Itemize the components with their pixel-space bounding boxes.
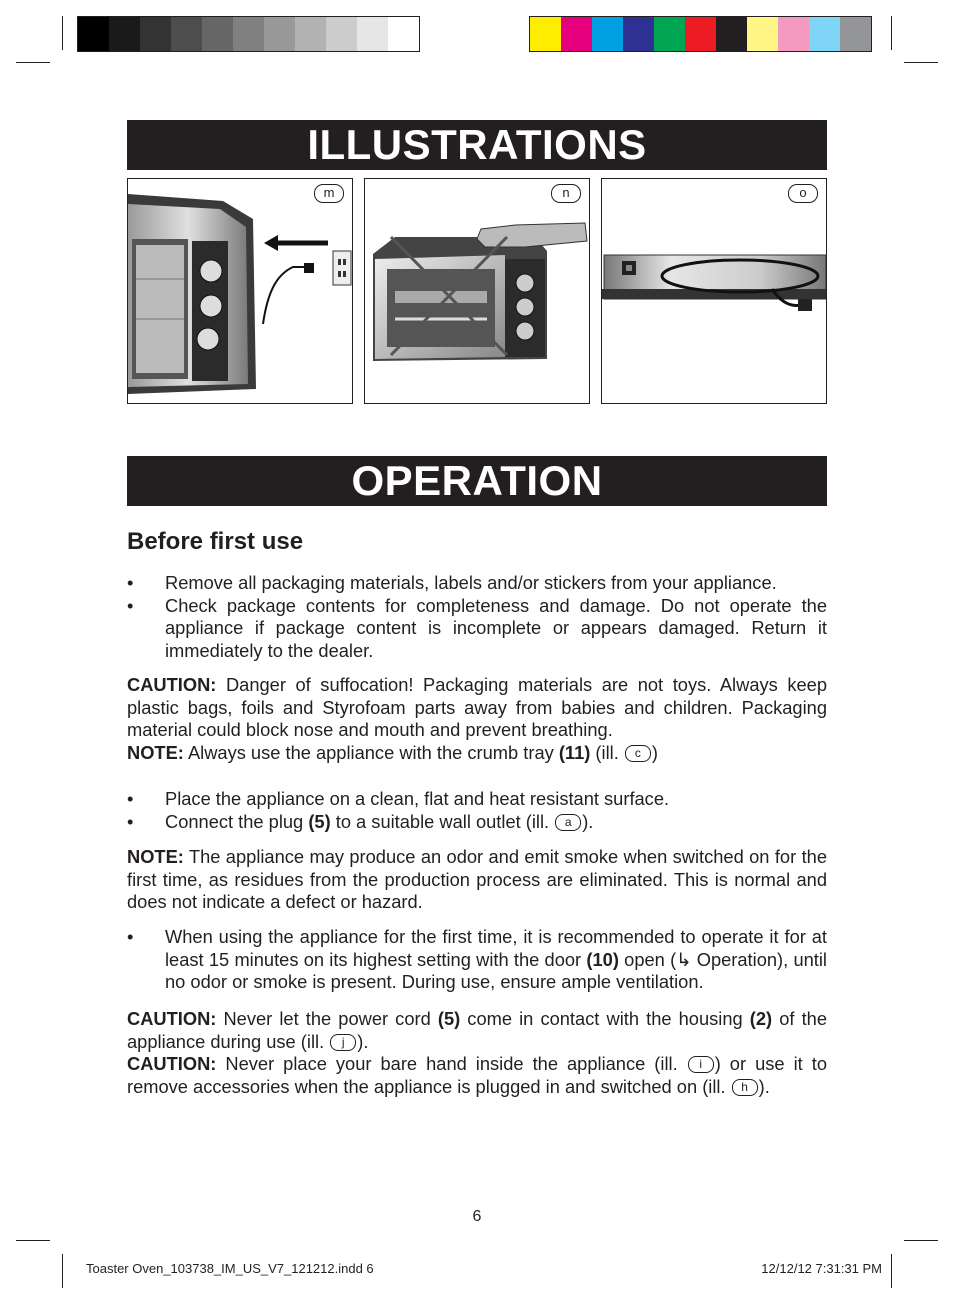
ill-reference-tag: h (732, 1079, 758, 1096)
color-swatch (778, 17, 809, 51)
color-swatch (171, 17, 202, 51)
color-swatch (623, 17, 654, 51)
illustration-tag: o (788, 184, 818, 203)
ill-reference-tag: a (555, 814, 581, 831)
note-paragraph: NOTE: The appliance may produce an odor and emit smoke when switched on for the first time, as residues from the production process are eliminated. This is normal and does not indicate a defect or hazard. (127, 846, 827, 912)
color-swatch (109, 17, 140, 51)
color-swatch (388, 17, 419, 51)
color-swatch (592, 17, 623, 51)
color-swatch (716, 17, 747, 51)
grayscale-bar (77, 16, 420, 52)
illustrations-banner: ILLUSTRATIONS (127, 120, 827, 170)
crop-mark (62, 1254, 63, 1288)
crop-mark (16, 62, 50, 63)
list-item: • Place the appliance on a clean, flat and heat resistant surface. (127, 788, 670, 809)
illustration-tag: n (551, 184, 581, 203)
cross-reference-arrow-icon: ↳ (676, 948, 692, 970)
crop-mark (16, 1240, 50, 1241)
oven-unplug-illustration (128, 179, 352, 403)
list-item: • When using the appliance for the first time, it is recommended to operate it for at least 15 minutes on its highest setting with the door (10) open (↳ Operation), until no odor or smoke is present. During use, ensure ample ventilation. (127, 926, 827, 992)
color-swatch (140, 17, 171, 51)
bullet-list (127, 572, 827, 662)
crop-mark (904, 62, 938, 63)
crop-mark (891, 16, 892, 50)
color-swatch (264, 17, 295, 51)
crop-mark (904, 1240, 938, 1241)
color-swatch (685, 17, 716, 51)
caution-paragraph: CAUTION: Never let the power cord (5) come in contact with the housing (2) of the appliance during use (ill. j ). (127, 1008, 827, 1052)
oven-no-cover-illustration (365, 179, 589, 403)
color-swatch (530, 17, 561, 51)
ill-reference-tag: i (688, 1056, 714, 1073)
crop-mark (891, 1254, 892, 1288)
color-swatch (840, 17, 871, 51)
ill-reference-tag: j (330, 1034, 356, 1051)
list-item: • Check package contents for completeness and damage. Do not operate the appliance if package content is incomplete or appears damaged. Return it immediately to the dealer. (127, 594, 827, 661)
color-swatch (326, 17, 357, 51)
color-swatch (233, 17, 264, 51)
caution-paragraph: CAUTION: Danger of suffocation! Packaging materials are not toys. Always keep plastic bags, foils and Styrofoam parts away from babies and children. Packaging material could block nose and mouth and prevent breathing. (127, 674, 827, 740)
footer-filename: Toaster Oven_103738_IM_US_V7_121212.indd 6 (86, 1261, 374, 1276)
footer-timestamp: 12/12/12 7:31:31 PM (761, 1261, 882, 1276)
list-item: • Connect the plug (5) to a suitable wall outlet (ill. a ). (127, 810, 594, 832)
color-swatch (295, 17, 326, 51)
section-heading: Before first use (127, 528, 304, 555)
color-bar (529, 16, 872, 52)
color-swatch (809, 17, 840, 51)
illustration-m (127, 178, 353, 404)
caution-paragraph: CAUTION: Never place your bare hand inside the appliance (ill. i ) or use it to remove accessories when the appliance is plugged in and switched on (ill. h ). (127, 1053, 827, 1097)
note-paragraph: NOTE: Always use the appliance with the crumb tray (11) (ill. c ) (127, 742, 658, 763)
bullet-list (127, 926, 827, 994)
illustration-o (601, 178, 827, 404)
color-swatch (747, 17, 778, 51)
oven-cord-storage-illustration (602, 179, 826, 403)
color-swatch (357, 17, 388, 51)
color-swatch (654, 17, 685, 51)
page-number: 6 (472, 1208, 482, 1225)
ill-reference-tag: c (625, 745, 651, 762)
illustration-tag: m (314, 184, 344, 203)
color-swatch (202, 17, 233, 51)
list-item: • Remove all packaging materials, labels and/or stickers from your appliance. (127, 572, 777, 593)
operation-banner: OPERATION (127, 456, 827, 506)
bullet-list (127, 788, 827, 833)
color-swatch (561, 17, 592, 51)
illustration-n (364, 178, 590, 404)
color-swatch (78, 17, 109, 51)
crop-mark (62, 16, 63, 50)
